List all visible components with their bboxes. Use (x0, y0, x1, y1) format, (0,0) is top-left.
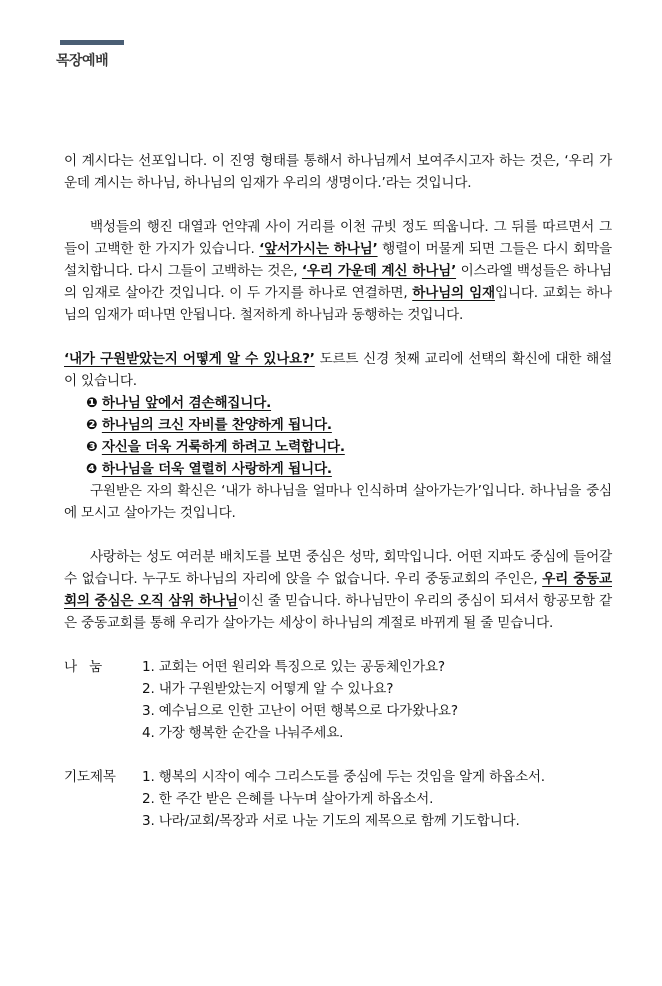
paragraph-3-closing: 구원받은 자의 확신은 ‘내가 하나님을 얼마나 인식하며 살아가는가’입니다. 하나님을 중심에 모시고 살아가는 것입니다. (64, 483, 612, 521)
emphasis-question: ‘내가 구원받았는지 어떻게 알 수 있나요?’ (64, 351, 315, 367)
sharing-label: 나 눔 (64, 659, 102, 675)
prayer-item: 2. 한 주간 받은 은혜를 나누며 살아가게 하옵소서. (142, 791, 434, 807)
sharing-section (64, 656, 612, 744)
sharing-item: 3. 예수님으로 인한 고난이 어떤 행복으로 다가왔나요? (142, 703, 458, 719)
paragraph-1: 이 계시다는 선포입니다. 이 진영 형태를 통해서 하나님께서 보여주시고자 하는 것은, ‘우리 가운데 계시는 하나님, 하나님의 임재가 우리의 생명이다.’라는 것입니다. (64, 153, 612, 191)
point-item: ❷ 하나님의 크신 자비를 찬양하게 됩니다. (86, 417, 332, 433)
sharing-item: 2. 내가 구원받았는지 어떻게 알 수 있나요? (142, 681, 394, 697)
paragraph-3: ‘내가 구원받았는지 어떻게 알 수 있나요?’ 도르트 신경 첫째 교리에 선택의 확신에 대한 해설이 있습니다. (64, 351, 612, 389)
emphasis-god-among-us: ‘우리 가운데 계신 하나님’ (301, 263, 457, 279)
point-item: ❶ 하나님 앞에서 겸손해집니다. (86, 395, 272, 411)
header-title: 목장예배 (56, 53, 109, 69)
document-body (64, 150, 612, 832)
prayer-section (64, 766, 612, 832)
emphasis-leading-god: ‘앞서가시는 하나님’ (259, 241, 378, 257)
prayer-item: 3. 나라/교회/목장과 서로 나눈 기도의 제목으로 함께 기도합니다. (142, 813, 520, 829)
paragraph-2: 백성들의 행진 대열과 언약궤 사이 거리를 이천 규빗 정도 띄웁니다. 그 뒤를 따르면서 그들이 고백한 한 가지가 있습니다. ‘앞서가시는 하나님’ 행렬이 머물게 되면 그들은 다시 회막을 설치합니다. 다시 그들이 고백하는 것은, ‘우리 가운데 계신 하나님’ 이스라엘 백성들은 하나님의 임재로 살아간 것입니다. 이 두 가지를 하나로 연결하면, 하나님의 임재입니다. 교회는 하나님의 임재가 떠나면 안됩니다. 철저하게 하나님과 동행하는 것입니다. (64, 219, 612, 323)
point-item: ❸ 자신을 더욱 거룩하게 하려고 노력합니다. (86, 439, 345, 455)
paragraph-4: 사랑하는 성도 여러분 배치도를 보면 중심은 성막, 회막입니다. 어떤 지파도 중심에 들어갈 수 없습니다. 누구도 하나님의 자리에 앉을 수 없습니다. 우리 중동교회의 주인은, 우리 중동교회의 중심은 오직 삼위 하나님이신 줄 믿습니다. 하나님만이 우리의 중심이 되셔서 항공모함 같은 중동교회를 통해 우리가 살아가는 세상이 하나님의 계절로 바뀌게 될 줄 믿습니다. (64, 549, 613, 631)
emphasis-presence: 하나님의 임재 (412, 285, 495, 301)
header-accent-bar (60, 40, 124, 45)
prayer-item: 1. 행복의 시작이 예수 그리스도를 중심에 두는 것임을 알게 하옵소서. (142, 769, 545, 785)
prayer-label: 기도제목 (64, 769, 116, 785)
sharing-item: 1. 교회는 어떤 원리와 특징으로 있는 공동체인가요? (142, 659, 445, 675)
emphasis-triune-god: 우리 중동교회의 중심은 오직 삼위 하나님 (64, 571, 612, 609)
sharing-item: 4. 가장 행복한 순간을 나눠주세요. (142, 725, 344, 741)
point-item: ❹ 하나님을 더욱 열렬히 사랑하게 됩니다. (86, 461, 332, 477)
